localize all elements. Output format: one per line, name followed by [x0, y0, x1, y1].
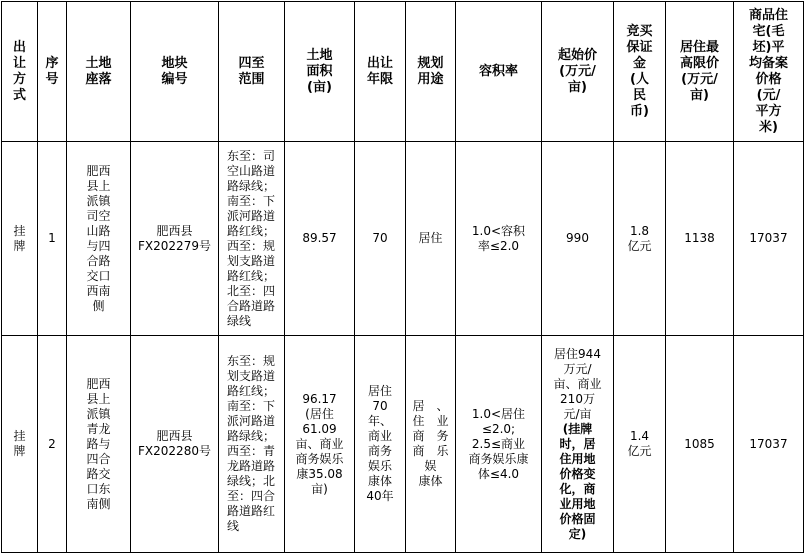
header-avg-price: 商品住 宅(毛 坯)平 均备案 价格 (元/ 平方 米) [734, 2, 804, 142]
cell-method: 挂 牌 [2, 336, 38, 553]
cell-max-price: 1085 [666, 336, 734, 553]
table-header-row [2, 2, 804, 142]
header-max-price: 居住最 高限价 (万元/ 亩) [666, 2, 734, 142]
cell-location: 肥西 县上 派镇 司空 山路 与四 合路 交口 西南 侧 [67, 142, 131, 336]
cell-usage: 居住 [406, 142, 456, 336]
cell-parcel-no: 肥西县 FX202280号 [131, 336, 219, 553]
header-boundaries: 四至 范围 [219, 2, 285, 142]
header-term: 出让 年限 [355, 2, 406, 142]
cell-deposit: 1.8 亿元 [614, 142, 666, 336]
start-price-note: (挂牌 时，居 住用地 价格变 化，商 业用地 价格固 定) [559, 421, 596, 541]
cell-parcel-no: 肥西县 FX202279号 [131, 142, 219, 336]
cell-term: 居住 70 年、 商业 商务 娱乐 康体 40年 [355, 336, 406, 553]
cell-boundaries: 东至：规 划支路道 路红线； 南至：下 派河路道 路绿线； 西至：青 龙路道路 绿线；北 至：四合 路道路红 线 [219, 336, 285, 553]
table-row [2, 336, 804, 553]
header-area: 土地 面积 (亩) [285, 2, 355, 142]
header-far: 容积率 [456, 2, 542, 142]
cell-seq: 1 [38, 142, 67, 336]
table-row [2, 142, 804, 336]
cell-boundaries: 东至：司 空山路道 路绿线； 南至：下 派河路道 路红线； 西至：规 划支路道 路红线； 北至：四 合路道路 绿线 [219, 142, 285, 336]
cell-max-price: 1138 [666, 142, 734, 336]
cell-method: 挂 牌 [2, 142, 38, 336]
cell-avg-price: 17037 [734, 142, 804, 336]
cell-far: 1.0<容积 率≤2.0 [456, 142, 542, 336]
cell-term: 70 [355, 142, 406, 336]
cell-location: 肥西 县上 派镇 青龙 路与 四合 路交 口东 南侧 [67, 336, 131, 553]
cell-start-price: 990 [542, 142, 614, 336]
land-auction-table [1, 1, 804, 553]
cell-deposit: 1.4 亿元 [614, 336, 666, 553]
header-seq: 序 号 [38, 2, 67, 142]
header-deposit: 竞买 保证 金 (人 民 币) [614, 2, 666, 142]
cell-start-price [542, 336, 614, 553]
cell-usage: 居 、 住 业 商 务 商 乐 娱 康体 [406, 336, 456, 553]
cell-far: 1.0<居住 ≤2.0; 2.5≤商业 商务娱乐康 体≤4.0 [456, 336, 542, 553]
cell-avg-price: 17037 [734, 336, 804, 553]
header-location: 土地 座落 [67, 2, 131, 142]
header-usage: 规划 用途 [406, 2, 456, 142]
header-method: 出 让 方 式 [2, 2, 38, 142]
start-price-text: 居住944 万元/ 亩、商业 210万 元/亩 [553, 346, 602, 421]
header-parcel-no: 地块 编号 [131, 2, 219, 142]
cell-seq: 2 [38, 336, 67, 553]
header-start-price: 起始价 (万元/ 亩) [542, 2, 614, 142]
cell-area: 89.57 [285, 142, 355, 336]
cell-area: 96.17 (居住 61.09 亩、商业 商务娱乐 康35.08 亩) [285, 336, 355, 553]
